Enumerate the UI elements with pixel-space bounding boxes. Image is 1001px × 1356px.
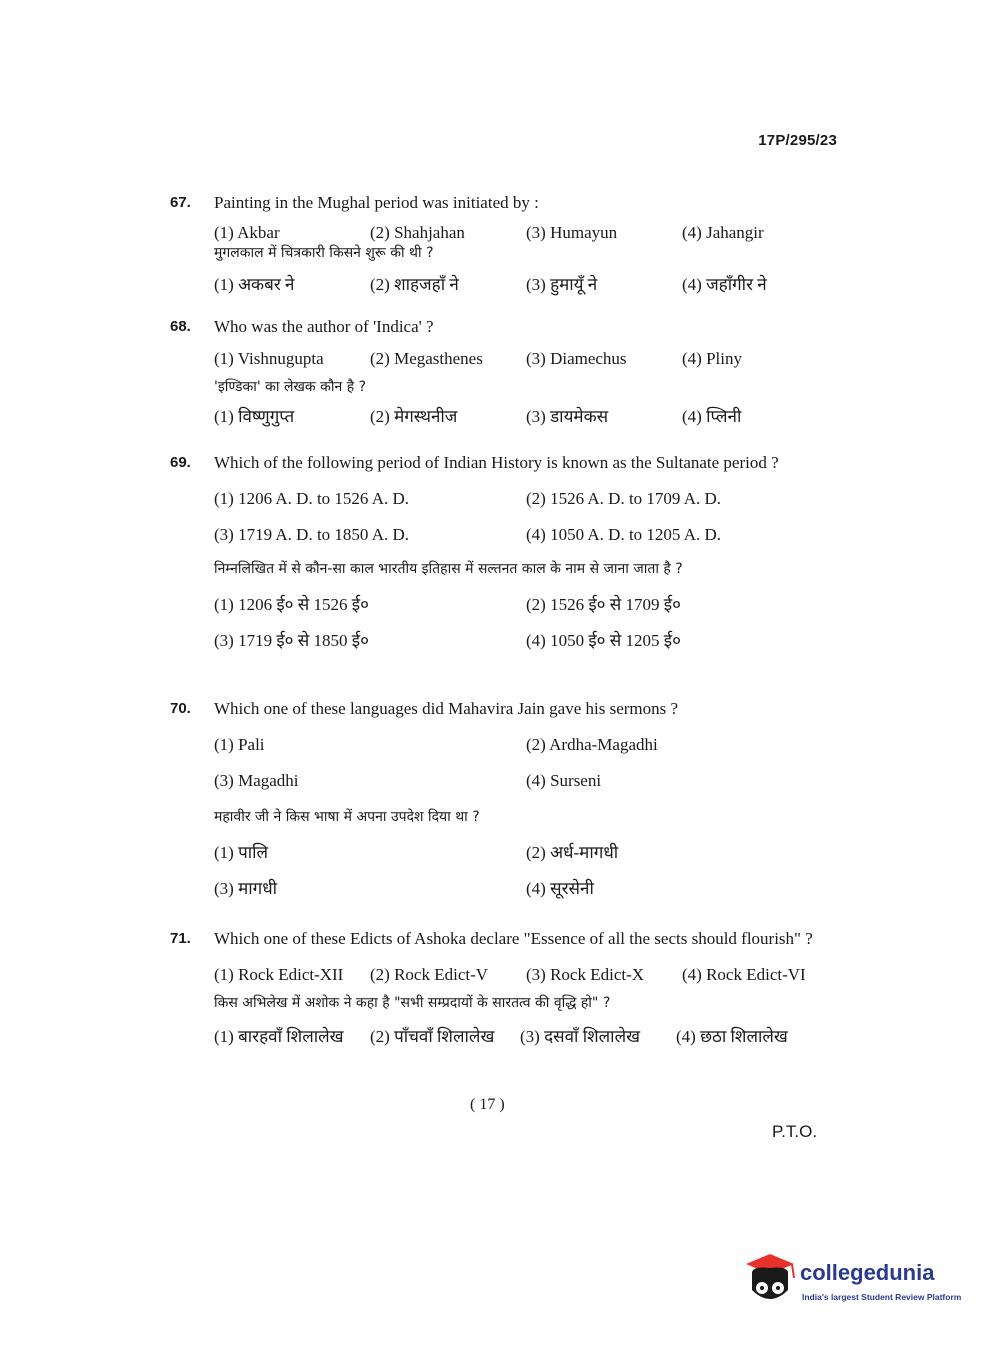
option-2-hi: (2) 1526 ई० से 1709 ई०	[526, 595, 681, 614]
option-2-en: (2) 1526 A. D. to 1709 A. D.	[526, 489, 722, 508]
option-1-en: (1) Akbar	[214, 223, 280, 242]
option-3-hi: (3) हुमायूँ ने	[526, 275, 598, 294]
option-4-hi: (4) जहाँगीर ने	[682, 275, 767, 294]
question-69	[170, 452, 835, 656]
option-4-hi: (4) सूरसेनी	[526, 879, 594, 898]
option-2-en: (2) Ardha-Magadhi	[526, 735, 658, 754]
option-1-en: (1) Rock Edict-XII	[214, 965, 344, 984]
question-text-hi: मुगलकाल में चित्रकारी किसने शुरू की थी ?	[214, 245, 434, 261]
option-4-en: (4) Rock Edict-VI	[682, 965, 806, 984]
question-number: 67.	[170, 194, 191, 211]
option-3-en: (3) Magadhi	[214, 771, 299, 790]
option-2-hi: (2) मेगस्थनीज	[370, 407, 458, 426]
option-4-hi: (4) 1050 ई० से 1205 ई०	[526, 631, 681, 650]
question-text-hi: महावीर जी ने किस भाषा में अपना उपदेश दिया था ?	[214, 809, 480, 825]
option-2-en: (2) Megasthenes	[370, 349, 483, 368]
option-4-en: (4) Jahangir	[682, 223, 764, 242]
option-4-hi: (4) छठा शिलालेख	[676, 1027, 788, 1046]
question-67	[170, 192, 835, 298]
collegedunia-logo	[740, 1250, 970, 1312]
option-3-en: (3) Humayun	[526, 223, 618, 242]
paper-code: 17P/295/23	[758, 132, 837, 149]
option-3-hi: (3) दसवाँ शिलालेख	[520, 1027, 641, 1046]
question-68	[170, 316, 835, 430]
option-3-en: (3) Diamechus	[526, 349, 627, 368]
option-4-en: (4) Surseni	[526, 771, 602, 790]
option-4-en: (4) Pliny	[682, 349, 742, 368]
option-2-en: (2) Rock Edict-V	[370, 965, 489, 984]
question-text-en: Which of the following period of Indian History is known as the Sultanate period ?	[214, 453, 779, 472]
option-3-hi: (3) डायमेकस	[526, 407, 609, 426]
question-number: 70.	[170, 700, 191, 717]
question-text-hi: 'इण्डिका' का लेखक कौन है ?	[214, 379, 367, 395]
pto-label: P.T.O.	[772, 1122, 818, 1141]
question-text-en: Which one of these languages did Mahavira Jain gave his sermons ?	[214, 699, 679, 718]
option-2-hi: (2) अर्ध-मागधी	[526, 843, 619, 862]
question-70	[170, 698, 835, 904]
option-1-hi: (1) 1206 ई० से 1526 ई०	[214, 595, 369, 614]
question-text-hi: निम्नलिखित में से कौन-सा काल भारतीय इतिहास में सल्तनत काल के नाम से जाना जाता है ?	[214, 561, 683, 577]
option-1-en: (1) Pali	[214, 735, 265, 754]
option-2-en: (2) Shahjahan	[370, 223, 465, 242]
question-number: 69.	[170, 454, 191, 471]
option-4-en: (4) 1050 A. D. to 1205 A. D.	[526, 525, 722, 544]
question-text-en: Who was the author of 'Indica' ?	[214, 317, 434, 336]
option-2-hi: (2) पाँचवाँ शिलालेख	[370, 1027, 495, 1046]
option-1-en: (1) 1206 A. D. to 1526 A. D.	[214, 489, 410, 508]
option-1-en: (1) Vishnugupta	[214, 349, 324, 368]
option-3-en: (3) 1719 A. D. to 1850 A. D.	[214, 525, 410, 544]
option-1-hi: (1) विष्णुगुप्त	[214, 407, 295, 426]
question-text-en: Painting in the Mughal period was initiated by :	[214, 193, 539, 212]
option-1-hi: (1) पालि	[214, 843, 269, 862]
question-text-en: Which one of these Edicts of Ashoka declare "Essence of all the sects should flourish" ?	[214, 929, 813, 948]
question-number: 71.	[170, 930, 191, 947]
option-1-hi: (1) अकबर ने	[214, 275, 295, 294]
option-3-hi: (3) मागधी	[214, 879, 278, 898]
option-4-hi: (4) प्लिनी	[682, 407, 742, 426]
logo-tagline: India's largest Student Review Platform	[802, 1292, 962, 1302]
graduate-mascot-icon	[740, 1250, 796, 1310]
option-3-en: (3) Rock Edict-X	[526, 965, 645, 984]
logo-name: collegedunia	[800, 1260, 935, 1285]
question-number: 68.	[170, 318, 191, 335]
question-71	[170, 928, 835, 1050]
option-2-hi: (2) शाहजहाँ ने	[370, 275, 459, 294]
page-number: ( 17 )	[470, 1096, 505, 1113]
option-3-hi: (3) 1719 ई० से 1850 ई०	[214, 631, 369, 650]
question-text-hi: किस अभिलेख में अशोक ने कहा है "सभी सम्प्रदायों के सारतत्व की वृद्धि हो" ?	[214, 995, 611, 1011]
option-1-hi: (1) बारहवाँ शिलालेख	[214, 1027, 344, 1046]
